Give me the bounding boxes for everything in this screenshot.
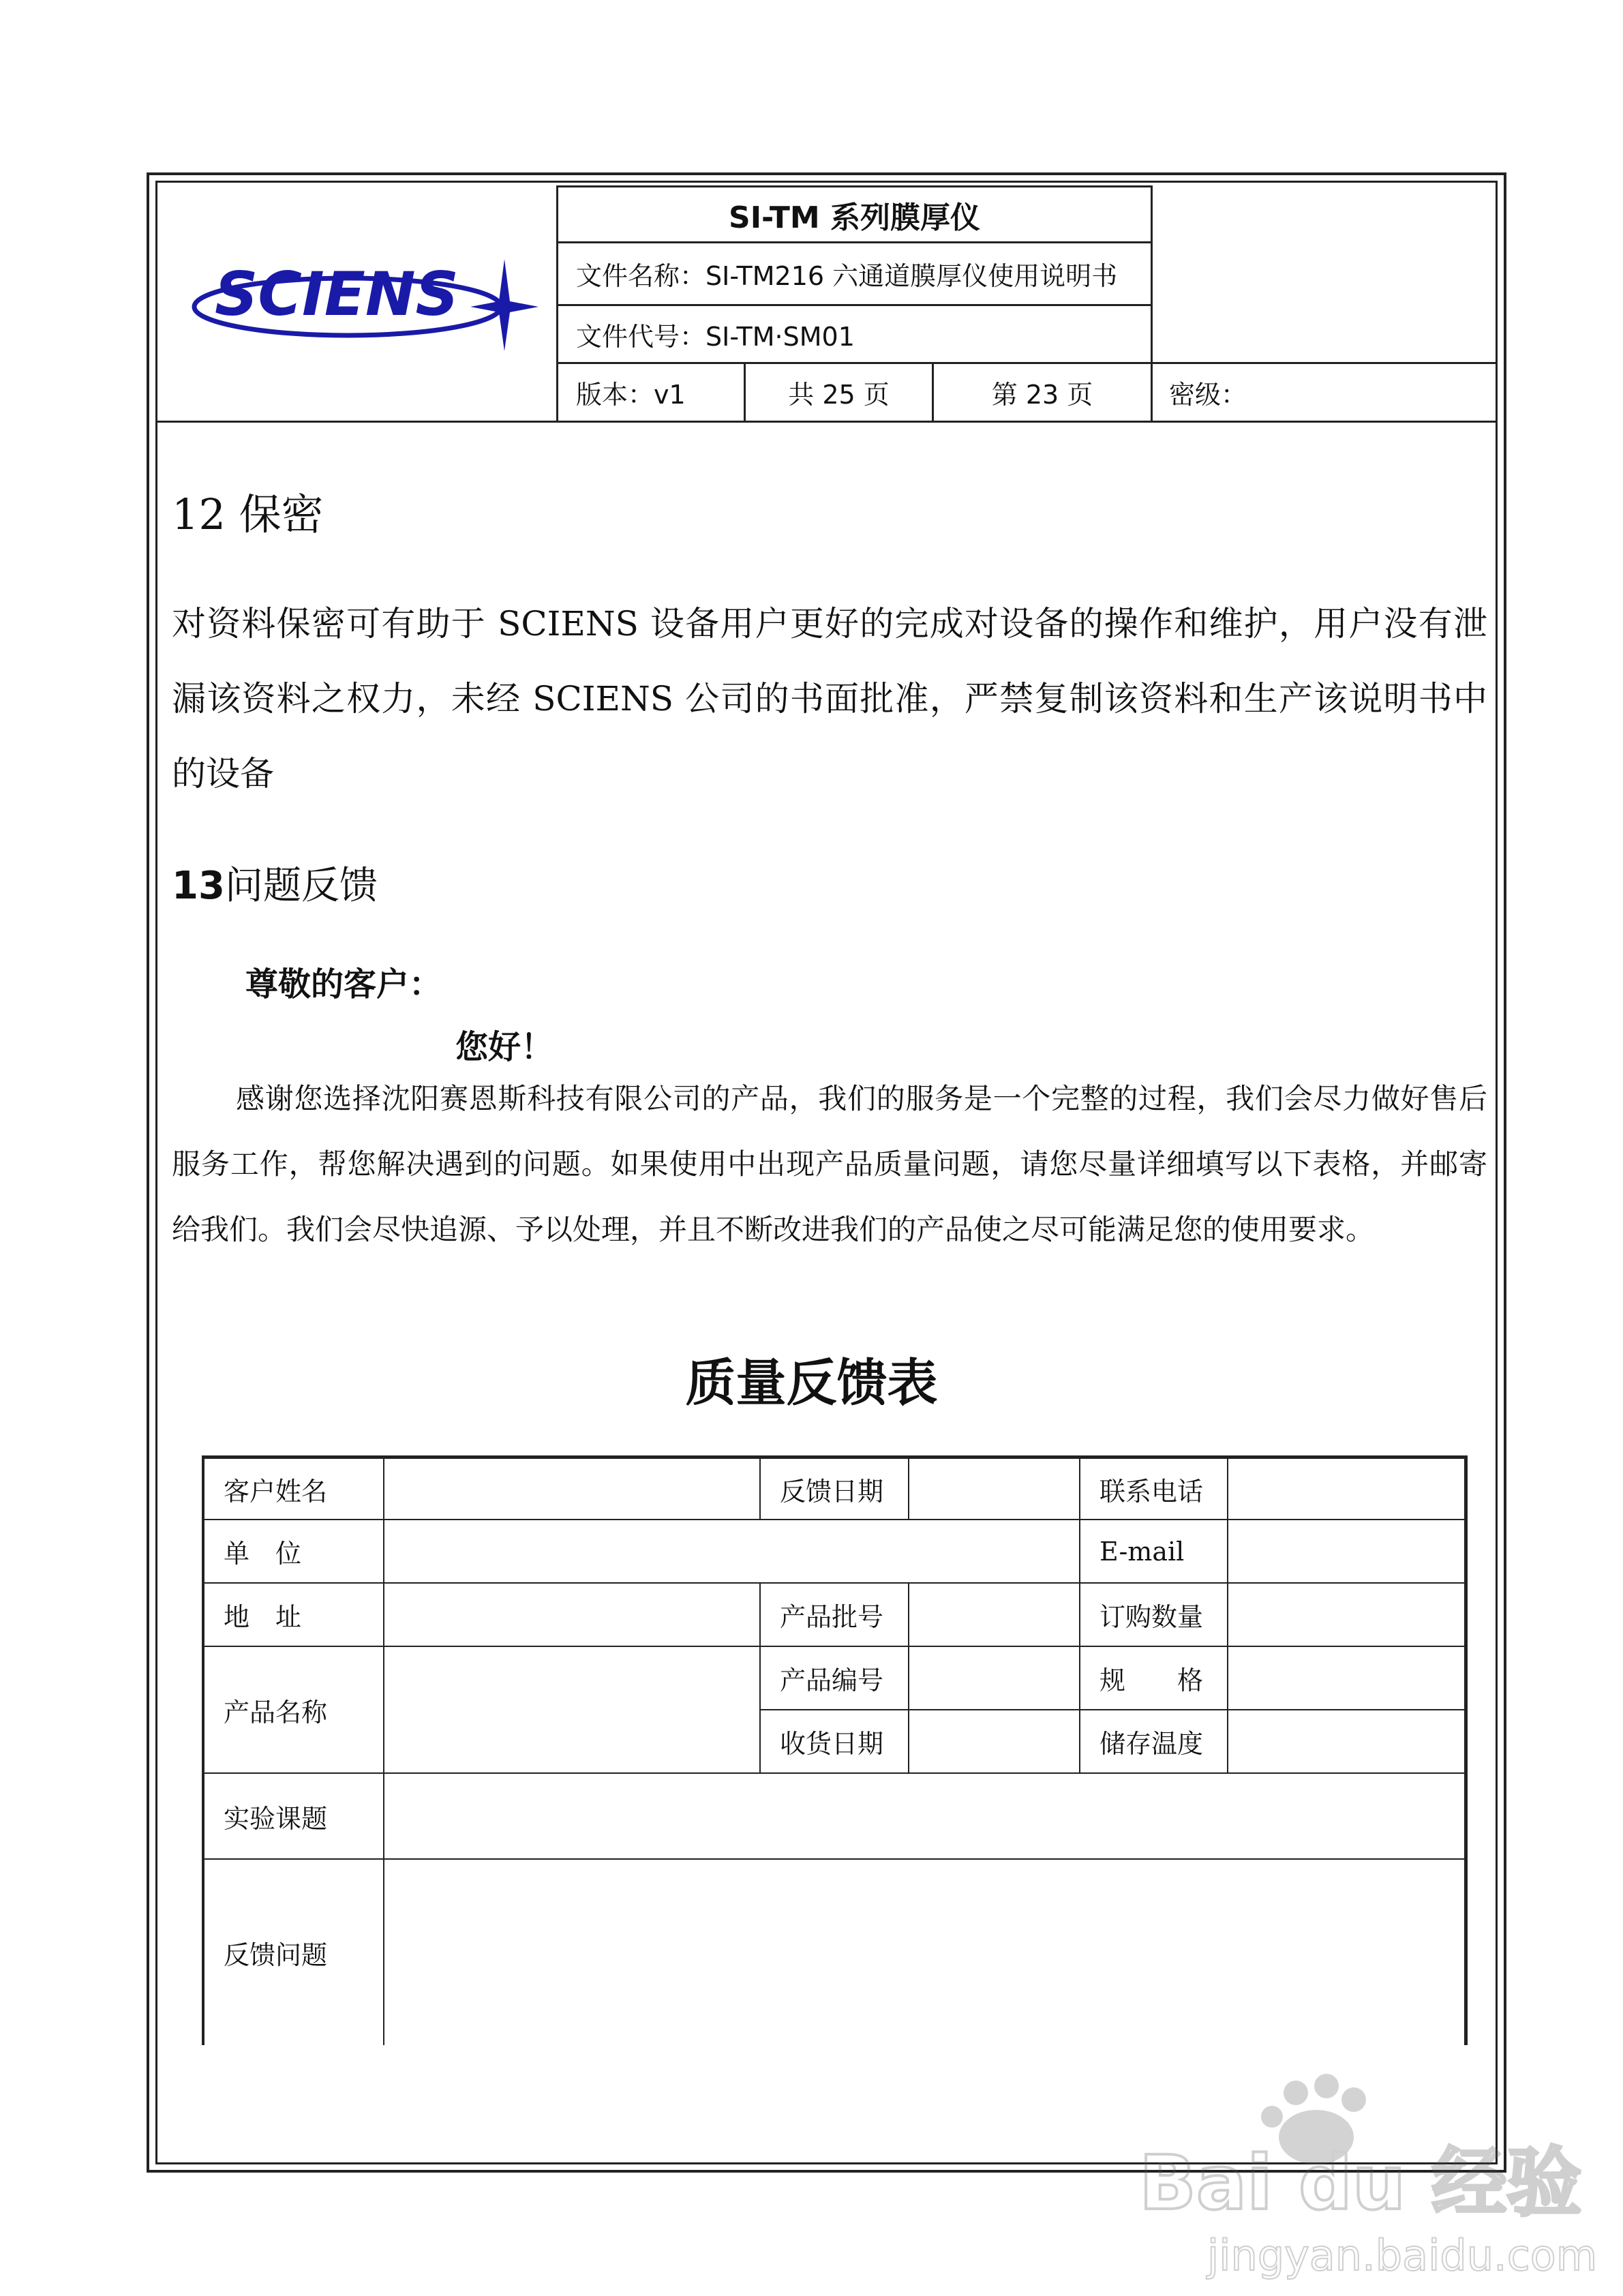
label-address: 地 址: [224, 1602, 302, 1632]
label-customer-name: 客户姓名: [224, 1476, 328, 1507]
input-receive-date[interactable]: [909, 1710, 1079, 1772]
label-experiment: 实验课题: [224, 1803, 328, 1834]
section-13-title: [172, 856, 378, 910]
label-order-qty: 订购数量: [1099, 1602, 1204, 1632]
label-unit: 单 位: [224, 1539, 302, 1569]
input-product-code[interactable]: [909, 1647, 1079, 1709]
label-feedback-date: 反馈日期: [780, 1476, 884, 1507]
label-product-name: 产品名称: [224, 1697, 328, 1727]
baidu-jingyan-watermark: [1125, 2066, 1598, 2291]
label-spec: 规 格: [1099, 1665, 1204, 1695]
input-address[interactable]: [384, 1584, 759, 1646]
label-product-code: 产品编号: [780, 1665, 884, 1695]
greeting: 您好！: [455, 1028, 554, 1066]
watermark-brand: Bai du 经验: [1139, 2139, 1582, 2226]
security-level: 密级：: [1169, 380, 1247, 410]
input-product-name[interactable]: [384, 1647, 759, 1772]
input-issue[interactable]: [384, 1860, 1464, 2045]
label-batch-no: 产品批号: [780, 1602, 884, 1632]
input-order-qty[interactable]: [1228, 1584, 1464, 1646]
label-email: E-mail: [1099, 1536, 1185, 1567]
section-12-paragraph: 对资料保密可有助于 SCIENS 设备用户更好的完成对设备的操作和维护，用户没有泄漏该资料之权力，未经 SCIENS 公司的书面批准，严禁复制该资料和生产该说明书中的设备: [172, 604, 1487, 794]
sciens-logo: [184, 239, 539, 354]
logo-text: SCIENS: [215, 259, 459, 329]
page-number: 第 23 页: [991, 380, 1093, 410]
input-phone[interactable]: [1228, 1459, 1464, 1519]
section-13-text: 问题反馈: [224, 864, 378, 908]
file-name: 文件名称：SI-TM216 六通道膜厚仪使用说明书: [576, 261, 1118, 291]
label-storage-temp: 储存温度: [1099, 1729, 1204, 1759]
section-13-number: 13: [172, 864, 225, 908]
file-code: 文件代号：SI-TM·SM01: [576, 321, 855, 352]
salutation: 尊敬的客户：: [245, 965, 442, 1003]
watermark-url: jingyan.baidu.com: [1207, 2231, 1598, 2280]
label-receive-date: 收货日期: [780, 1729, 884, 1759]
version: 版本：v1: [576, 380, 686, 410]
input-unit[interactable]: [384, 1520, 1079, 1582]
series-title: SI-TM 系列膜厚仪: [729, 200, 980, 235]
input-customer-name[interactable]: [384, 1459, 759, 1519]
label-issue: 反馈问题: [224, 1939, 328, 1970]
input-email[interactable]: [1228, 1520, 1464, 1582]
input-feedback-date[interactable]: [909, 1459, 1079, 1519]
label-phone: 联系电话: [1099, 1476, 1204, 1507]
input-experiment[interactable]: [384, 1774, 1464, 1858]
total-pages: 共 25 页: [788, 380, 890, 410]
letter-paragraph: 感谢您选择沈阳赛恩斯科技有限公司的产品，我们的服务是一个完整的过程，我们会尽力做好售后服务工作，帮您解决遇到的问题。如果使用中出现产品质量问题，请您尽量详细填写以下表格，并邮寄给我们。我们会尽快追源、予以处理，并且不断改进我们的产品使之尽可能满足您的使用要求。: [172, 1082, 1487, 1246]
input-batch-no[interactable]: [909, 1584, 1079, 1646]
input-spec[interactable]: [1228, 1647, 1464, 1709]
feedback-form-title: 质量反馈表: [685, 1354, 938, 1413]
section-12-title: 12 保密: [172, 489, 324, 539]
input-storage-temp[interactable]: [1228, 1710, 1464, 1772]
